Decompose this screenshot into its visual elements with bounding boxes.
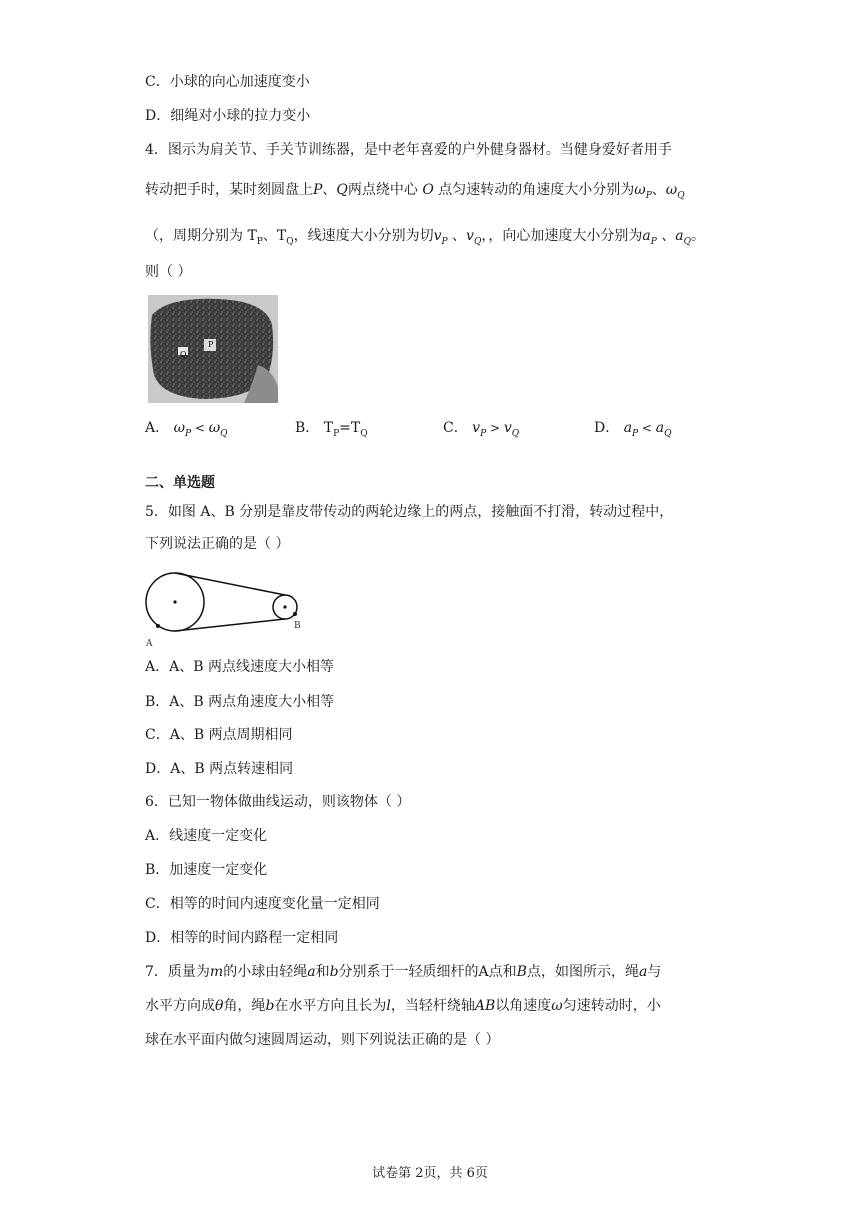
- q7-stem-line3: 球在水平面内做匀速圆周运动，则下列说法正确的是（ ）: [145, 1032, 500, 1048]
- q4-stem-line3: （，周期分别为 $T_P$、$T_Q$，线速度大小分别为切$v_P$ 、$v_Q$，，向心加速度大小分别为$a_P$ 、$a_Q$。: [145, 228, 705, 247]
- section-title-single-choice: 二、单选题: [145, 475, 215, 491]
- q5-figure-label-b: B: [294, 621, 301, 631]
- q5-option-c: C．A、B 两点周期相同: [145, 727, 293, 743]
- q4-option-b: B． $T_P=T_Q$: [295, 420, 368, 439]
- q7-stem-line2: 水平方向成θ角，绳b在水平方向且长为l，当轻杆绕轴AB以角速度ω匀速转动时，小: [145, 998, 661, 1014]
- q3-option-d: D．细绳对小球的拉力变小: [145, 108, 311, 124]
- q5-option-d: D．A、B 两点转速相同: [145, 761, 294, 777]
- q6-option-c: C．相等的时间内速度变化量一定相同: [145, 896, 380, 912]
- q4-option-d: D． $a_P < a_Q$: [594, 420, 672, 439]
- q6-option-a: A．线速度一定变化: [145, 828, 268, 844]
- q6-stem: 6．已知一物体做曲线运动，则该物体（ ）: [145, 794, 411, 810]
- q4-option-c: C． $v_P > v_Q$: [443, 420, 520, 439]
- q5-figure-belt-drive: [142, 562, 307, 654]
- q7-stem-line1: 7．质量为m的小球由轻绳a和b分别系于一轻质细杆的A点和B点，如图所示，绳a与: [145, 964, 662, 980]
- q4-figure-label-q: Q: [180, 350, 187, 359]
- page-footer: 试卷第 2页，共 6页: [372, 1166, 488, 1181]
- q4-option-a: A． $\omega_P < \omega_Q$: [145, 420, 228, 439]
- q4-stem-line4: 则（ ）: [145, 264, 192, 280]
- q4-figure-trainer-photo: [148, 295, 278, 403]
- q6-option-b: B．加速度一定变化: [145, 862, 268, 878]
- q4-stem-line1: 4．图示为肩关节、手关节训练器，是中老年喜爱的户外健身器材。当健身爱好者用手: [145, 142, 672, 158]
- q4-figure-label-p: P: [208, 340, 214, 349]
- q3-option-c: C．小球的向心加速度变小: [145, 74, 310, 90]
- q5-stem-line1: 5．如图 A、B 分别是靠皮带传动的两轮边缘上的两点，接触面不打滑，转动过程中，: [145, 504, 674, 520]
- q5-option-a: A．A、B 两点线速度大小相等: [145, 659, 334, 675]
- q5-stem-line2: 下列说法正确的是（ ）: [145, 536, 290, 552]
- q5-figure-label-a: A: [146, 639, 153, 649]
- q4-stem-line2: 转动把手时，某时刻圆盘上P、Q两点绕中心 O 点匀速转动的角速度大小分别为$\omega_P$、$\omega_Q$: [145, 182, 685, 201]
- q5-option-b: B．A、B 两点角速度大小相等: [145, 694, 335, 710]
- q6-option-d: D．相等的时间内路程一定相同: [145, 930, 339, 946]
